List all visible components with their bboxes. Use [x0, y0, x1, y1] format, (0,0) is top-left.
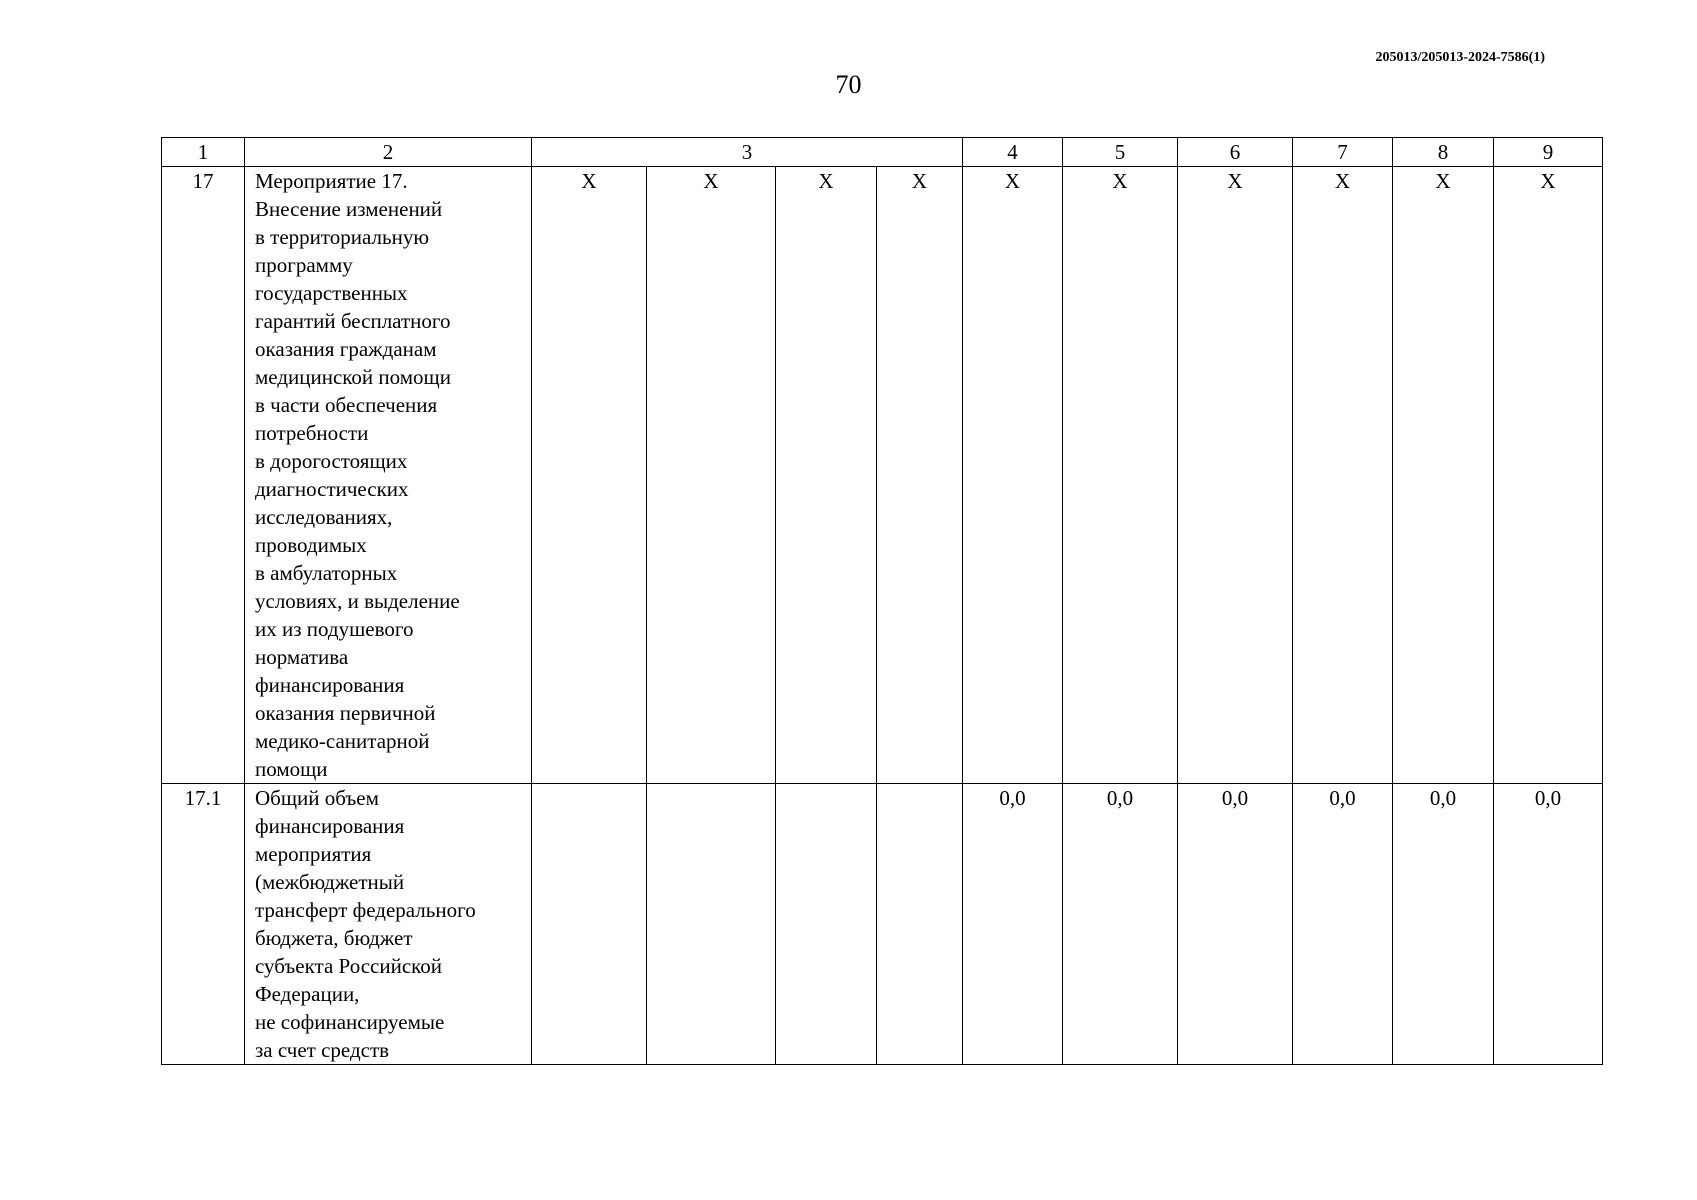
table-row: [162, 784, 1603, 1065]
value-cell: X: [1293, 167, 1393, 784]
header-cell-4: 4: [963, 138, 1063, 167]
col3-cell: [532, 784, 647, 1065]
header-cell-1: 1: [162, 138, 245, 167]
value-cell: X: [1494, 167, 1603, 784]
col3-cell: [877, 784, 963, 1065]
header-cell-8: 8: [1393, 138, 1494, 167]
row-number: 17.1: [162, 784, 245, 1065]
value-cell: X: [1393, 167, 1494, 784]
header-cell-3: 3: [532, 138, 963, 167]
value-cell: 0,0: [1293, 784, 1393, 1065]
program-table: [161, 137, 1603, 1065]
value-cell: X: [963, 167, 1063, 784]
header-cell-5: 5: [1063, 138, 1178, 167]
col3-cell: X: [532, 167, 647, 784]
value-cell: 0,0: [1178, 784, 1293, 1065]
row-description: Мероприятие 17. Внесение изменений в территориальную программу государственных гарантий бесплатного оказания гражданам медицинской помощи в части обеспечения потребности в дорогостоящих диагностических исследованиях, проводимых в амбулаторных условиях, и выделение их из подушевого норматива финансирования оказания первичной медико-санитарной помощи: [245, 167, 532, 784]
header-cell-6: 6: [1178, 138, 1293, 167]
document-id: 205013/205013-2024-7586(1): [1375, 50, 1545, 65]
col3-cell: [776, 784, 877, 1065]
value-cell: X: [1063, 167, 1178, 784]
value-cell: 0,0: [1063, 784, 1178, 1065]
value-cell: 0,0: [963, 784, 1063, 1065]
value-cell: 0,0: [1393, 784, 1494, 1065]
col3-cell: X: [647, 167, 776, 784]
table-row: [162, 167, 1603, 784]
row-description: Общий объем финансирования мероприятия (межбюджетный трансферт федерального бюджета, бюджет субъекта Российской Федерации, не софинансируемые за счет средств: [245, 784, 532, 1065]
col3-cell: X: [877, 167, 963, 784]
header-cell-9: 9: [1494, 138, 1603, 167]
page-number: 70: [835, 70, 862, 99]
header-cell-7: 7: [1293, 138, 1393, 167]
col3-cell: [647, 784, 776, 1065]
col3-cell: X: [776, 167, 877, 784]
table-header-row: [162, 138, 1603, 167]
row-number: 17: [162, 167, 245, 784]
value-cell: 0,0: [1494, 784, 1603, 1065]
value-cell: X: [1178, 167, 1293, 784]
header-cell-2: 2: [245, 138, 532, 167]
